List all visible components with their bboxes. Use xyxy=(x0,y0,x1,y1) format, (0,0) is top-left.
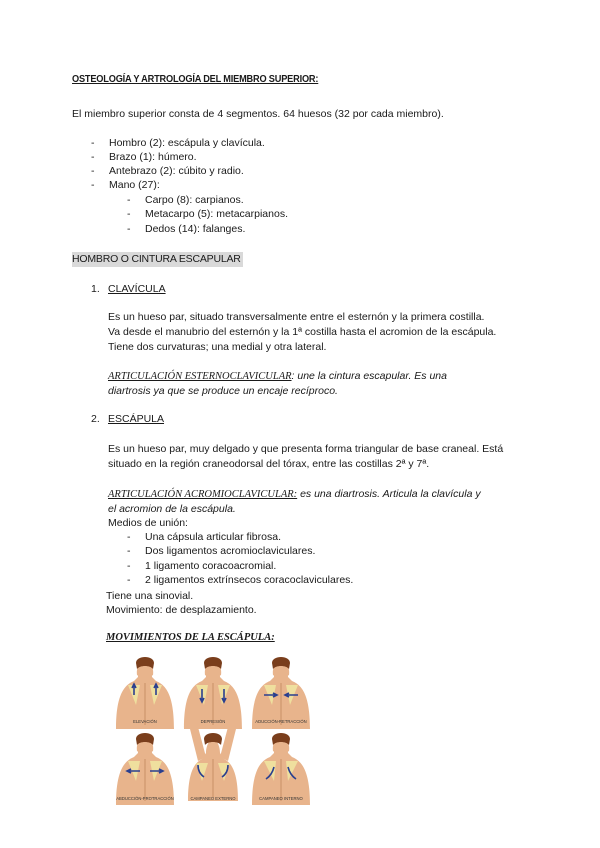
movimiento-line: Movimiento: de desplazamiento. xyxy=(106,604,257,616)
list-item: - Metacarpo (5): metacarpianos. xyxy=(127,208,288,220)
articulacion-text: diartrosis ya que se produce un encaje recíproco. xyxy=(108,385,338,397)
clavicula-line: Es un hueso par, situado transversalmente entre el esternón y la primera costilla. xyxy=(108,311,485,323)
movements-title: MOVIMIENTOS DE LA ESCÁPULA: xyxy=(106,632,275,643)
clavicula-line: Tiene dos curvaturas; una medial y otra lateral. xyxy=(108,341,327,353)
scapula-movements-figure xyxy=(110,655,316,807)
escapula-heading: 2. ESCÁPULA xyxy=(91,413,165,425)
caption-depresion: DEPRESIÓN xyxy=(200,719,226,724)
figure-abduccion-protraccion xyxy=(116,733,174,805)
list-item: - Hombro (2): escápula y clavícula. xyxy=(91,137,265,149)
articulacion-esternoclavicular: ARTICULACIÓN ESTERNOCLAVICULAR: une la cintura escapular. Es una xyxy=(108,370,447,382)
list-item: - 2 ligamentos extrínsecos coracoclaviculares. xyxy=(127,574,354,586)
scapula-movements-illustration xyxy=(110,655,316,807)
caption-elevacion: ELEVACIÓN xyxy=(133,719,157,724)
clavicula-heading: 1. CLAVÍCULA xyxy=(91,283,166,295)
caption-abduccion-protraccion: ABDUCCIÓN-PROTRACCIÓN xyxy=(116,796,174,801)
document-title: OSTEOLOGÍA Y ARTROLOGÍA DEL MIEMBRO SUPERIOR: xyxy=(72,74,319,85)
list-item: - Mano (27): xyxy=(91,179,160,191)
medios-de-union-label: Medios de unión: xyxy=(108,517,188,529)
caption-aduccion-retraccion: ADUCCIÓN-RETRACCIÓN xyxy=(255,719,307,724)
list-item: - Brazo (1): húmero. xyxy=(91,151,197,163)
sinovial-line: Tiene una sinovial. xyxy=(106,590,194,602)
list-item: - 1 ligamento coracoacromial. xyxy=(127,560,277,572)
clavicula-line: Va desde el manubrio del esternón y la 1ª costilla hasta el acromion de la escápula. xyxy=(108,326,497,338)
articulacion-text: el acromion de la escápula. xyxy=(108,503,236,515)
articulacion-acromioclavicular: ARTICULACIÓN ACROMIOCLAVICULAR: es una diartrosis. Articula la clavícula y xyxy=(108,488,481,500)
section-heading: HOMBRO O CINTURA ESCAPULAR xyxy=(72,253,241,265)
figure-campaneo-externo xyxy=(188,727,238,801)
list-item: - Carpo (8): carpianos. xyxy=(127,194,244,206)
list-item: - Antebrazo (2): cúbito y radio. xyxy=(91,165,244,177)
list-item: - Dos ligamentos acromioclaviculares. xyxy=(127,545,316,557)
caption-campaneo-externo: CAMPANEO EXTERNO xyxy=(190,796,236,801)
figure-campaneo-interno xyxy=(252,733,310,805)
intro-paragraph: El miembro superior consta de 4 segmentos. 64 huesos (32 por cada miembro). xyxy=(72,108,444,120)
escapula-line: situado en la región craneodorsal del tórax, entre las costillas 2ª y 7ª. xyxy=(108,458,430,470)
caption-campaneo-interno: CAMPANEO INTERNO xyxy=(259,796,303,801)
escapula-line: Es un hueso par, muy delgado y que presenta forma triangular de base craneal. Está xyxy=(108,443,504,455)
list-item: - Una cápsula articular fibrosa. xyxy=(127,531,281,543)
list-item: - Dedos (14): falanges. xyxy=(127,223,246,235)
